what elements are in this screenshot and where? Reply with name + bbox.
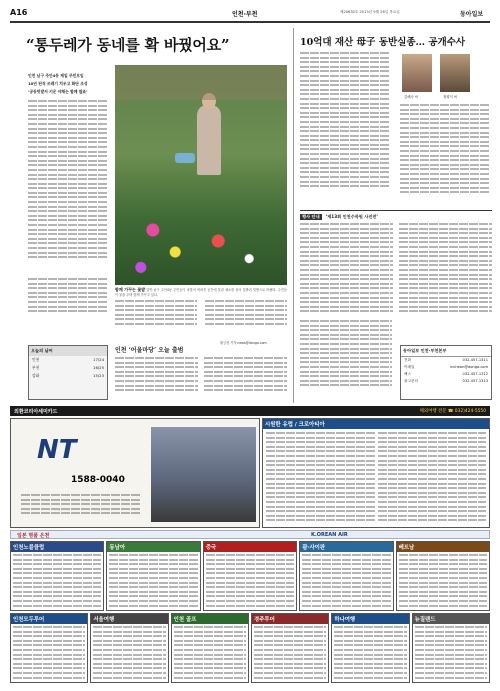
info-key: 팩스 bbox=[404, 372, 411, 376]
castle-photo bbox=[151, 427, 256, 522]
info-row bbox=[401, 357, 491, 364]
info-box bbox=[400, 345, 492, 400]
footer-ad-title: 하나여행 bbox=[332, 614, 408, 624]
travel-logo: NT bbox=[37, 435, 77, 465]
photo-caption-text: 일반 남구 주안4동 주민들이 마을의 버려진 공간에 꽃과 채소를 심어 꽃밭과 텃밭으로 바꿨다. 주민들이 물을 주며 함께 가꾸고 있다. bbox=[115, 288, 287, 297]
ad-row-1 bbox=[10, 541, 490, 611]
main-body-col1 bbox=[28, 100, 108, 275]
footer-ad-cell bbox=[10, 613, 88, 683]
footer-ad-cell bbox=[251, 613, 329, 683]
weather-temp: 16/25 bbox=[93, 365, 104, 370]
subhead-2: 10년 된직 쓰레기 치우고 화단 조성 bbox=[28, 81, 88, 86]
weather-row bbox=[29, 364, 107, 372]
page-number: A16 bbox=[10, 8, 28, 17]
portrait-label-1: 김혜숙 씨 bbox=[404, 95, 419, 99]
weather-title: 오늘의 날씨 bbox=[29, 346, 107, 356]
info-key: 광고문의 bbox=[404, 379, 418, 383]
ad-row-2 bbox=[10, 613, 490, 683]
info-key: 이메일 bbox=[404, 365, 415, 369]
main-body-col3 bbox=[115, 300, 197, 340]
watering-can bbox=[175, 153, 195, 163]
ad-cell bbox=[203, 541, 297, 611]
event-box bbox=[300, 210, 492, 315]
footer-ad-title: 인천모두투어 bbox=[11, 614, 87, 624]
portrait-2 bbox=[440, 54, 470, 92]
footer-ad-cell bbox=[412, 613, 490, 683]
edition-info: 제20630호 2013년 9월 26일 목요일 bbox=[340, 10, 400, 14]
subhead-1: 인천 남구 주안4동 제일 주민모임 bbox=[28, 73, 84, 78]
weather-row bbox=[29, 356, 107, 364]
main-headline: “통두레가 동네를 확 바꿨어요” bbox=[26, 36, 230, 54]
weather-row bbox=[29, 372, 107, 380]
footer-ad-cell bbox=[171, 613, 249, 683]
footer-ad-cell bbox=[331, 613, 409, 683]
info-value: 032-457-1311 bbox=[462, 358, 488, 362]
info-value: incheon@donga.com bbox=[450, 365, 488, 369]
footer-ad-title: 뉴질랜드 bbox=[413, 614, 489, 624]
weather-temp: 17/24 bbox=[93, 357, 104, 362]
gardening-photo bbox=[115, 65, 287, 285]
right-misc-col bbox=[300, 320, 392, 400]
footer-ad-title: 경주투어 bbox=[252, 614, 328, 624]
right-body-col1 bbox=[300, 52, 390, 202]
paper-name: 동아일보 bbox=[460, 11, 484, 18]
header-rule bbox=[10, 21, 490, 23]
event-label: 행사 안내 bbox=[302, 214, 320, 219]
info-row bbox=[401, 378, 491, 385]
ad-top-banner bbox=[10, 406, 490, 416]
footer-ad-cell bbox=[90, 613, 168, 683]
info-value: 032-457-1312 bbox=[462, 372, 488, 376]
travel-ad-main bbox=[10, 418, 260, 528]
ad-cell bbox=[396, 541, 490, 611]
info-key: 전화 bbox=[404, 358, 411, 362]
ad-cell bbox=[106, 541, 200, 611]
subhead-block bbox=[28, 72, 108, 96]
info-box-title: 동아일보 인천·부천본부 bbox=[401, 346, 491, 357]
weather-temp: 15/23 bbox=[93, 373, 104, 378]
footer-ad-title: 인천 골프 bbox=[172, 614, 248, 624]
portrait-label-2: 정희익 씨 bbox=[443, 95, 458, 99]
house-wall bbox=[115, 65, 287, 100]
ad-cell-title: 인천노블클럽 bbox=[11, 542, 103, 552]
ad-small-text bbox=[21, 494, 141, 517]
main-body-col4 bbox=[205, 300, 287, 340]
ad-cell-title: 괌·사이판 bbox=[300, 542, 392, 552]
info-row bbox=[401, 364, 491, 371]
page-header bbox=[10, 6, 490, 20]
right-body-col2 bbox=[400, 104, 490, 204]
right-headline: 10억대 재산 母子 동반실종… 공개수사 bbox=[300, 37, 466, 48]
weather-box bbox=[28, 345, 108, 400]
weather-city: 강화 bbox=[32, 373, 40, 378]
weather-city: 부천 bbox=[32, 365, 40, 370]
person-figure bbox=[197, 105, 221, 175]
portrait-1 bbox=[402, 54, 432, 92]
europe-ad bbox=[262, 418, 490, 528]
photo-caption-block bbox=[115, 288, 287, 297]
weather-city: 인천 bbox=[32, 357, 40, 362]
main-body-col2 bbox=[28, 278, 108, 338]
ad-cell bbox=[10, 541, 104, 611]
japan-title: 일본 명품 온천 bbox=[17, 533, 50, 539]
byline: 황금천 기자 news@donga.com bbox=[220, 341, 267, 345]
mini-article-title: 인천 ‘어울마당’ 오늘 출범 bbox=[115, 347, 184, 354]
event-title: ‘제13회 인천수목원 사진전’ bbox=[325, 214, 379, 219]
section-title: 인천·부천 bbox=[232, 11, 258, 18]
ad-cell-title: 중국 bbox=[204, 542, 296, 552]
ad-cell bbox=[299, 541, 393, 611]
ad-banner-strip: 해외여행 전문 ☎ 032)424-5550 bbox=[419, 409, 486, 414]
europe-ad-title: 시원한 유럽 / 크로아티아 bbox=[263, 419, 489, 429]
photo-caption-title: 함께 가꾸는 꽃밭 bbox=[115, 287, 146, 292]
subhead-3: ‘공동텃밭서 키운 야채는 함께 쌀죠’ bbox=[28, 89, 88, 94]
ad-cell-title: 베트남 bbox=[397, 542, 489, 552]
ad-banner-title: 외환코리아세미카드 bbox=[14, 408, 58, 415]
info-value: 032-457-1313 bbox=[462, 379, 488, 383]
ad-cell-title: 동남아 bbox=[107, 542, 199, 552]
info-row bbox=[401, 371, 491, 378]
travel-phone: 1588-0040 bbox=[71, 475, 125, 485]
mini-article bbox=[115, 345, 287, 400]
air-strip-text: K.OREAN AIR bbox=[311, 532, 348, 538]
air-strip bbox=[10, 530, 490, 539]
footer-ad-title: 서울여행 bbox=[91, 614, 167, 624]
column-divider bbox=[293, 28, 294, 403]
